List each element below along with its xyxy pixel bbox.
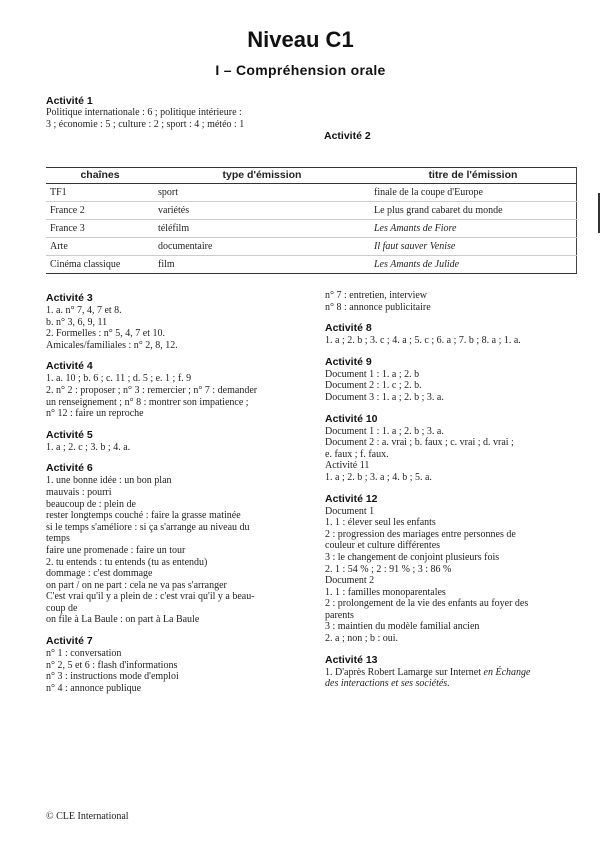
header-title: titre de l'émission: [370, 168, 577, 184]
title-cell: Le plus grand cabaret du monde: [370, 202, 577, 220]
answer-line: Document 1: [325, 505, 375, 517]
answer-line: 2 : progression des mariages entre personnes de: [325, 528, 516, 540]
answer-line: rester longtemps couché : faire la grasse matinée: [46, 510, 241, 522]
page-edge-mark: [598, 193, 600, 233]
answer-line: n° 12 : faire un reproche: [46, 408, 144, 420]
answer-line: [325, 667, 580, 679]
answer-line: e. faux ; f. faux.: [325, 448, 389, 460]
table-row: [46, 202, 577, 220]
answer-line: Document 2: [325, 575, 375, 587]
answer-line: si le temps s'améliore : si ça s'arrange au niveau du: [46, 521, 250, 533]
activity-heading: Activité 7: [46, 635, 93, 648]
answer-line: 1. 1 : élever seul les enfants: [325, 517, 436, 529]
answer-line: 1. une bonne idée : un bon plan: [46, 475, 172, 487]
activity-heading: Activité 12: [325, 492, 378, 505]
type-cell: téléfilm: [154, 220, 370, 238]
type-cell: sport: [154, 184, 370, 202]
answer-line: 1. a ; 2. c ; 3. b ; 4. a.: [46, 441, 131, 453]
table-header-row: [46, 168, 577, 184]
section-title: I – Compréhension orale: [215, 62, 386, 78]
answer-line: beaucoup de : plein de: [46, 498, 136, 510]
tv-programs-table: [46, 167, 577, 274]
answer-line: temps: [46, 533, 70, 545]
answer-line: on file à La Baule : on part à La Baule: [46, 614, 200, 626]
answer-line: 1. 1 : familles monoparentales: [325, 586, 446, 598]
activity-heading: Activité 8: [325, 322, 372, 335]
answer-line: 3 : maintien du modèle familial ancien: [325, 621, 480, 633]
answer-line: b. n° 3, 6, 9, 11: [46, 316, 108, 328]
right-top-line-1: n° 7 : entretien, interview: [325, 290, 428, 301]
channel-cell: France 3: [46, 220, 154, 238]
answer-line: Amicales/familiales : n° 2, 8, 12.: [46, 339, 178, 351]
answer-line: 2. a ; non ; b : oui.: [325, 633, 399, 645]
page-title: Niveau C1: [247, 27, 354, 52]
answer-line: Document 2 : 1. c ; 2. b.: [325, 380, 422, 392]
title-cell: Les Amants de Julide: [374, 259, 460, 270]
channel-cell: Cinéma classique: [50, 259, 121, 270]
answer-line: 1. a ; 2. b ; 3. c ; 4. a ; 5. c ; 6. a ; 7. b ; 8. a ; 1. a.: [325, 335, 521, 347]
answer-line: n° 3 : instructions mode d'emploi: [46, 671, 179, 683]
answer-line: 1. a ; 2. b ; 3. a ; 4. b ; 5. a.: [325, 471, 432, 483]
answer-line: Document 1 : 1. a ; 2. b: [325, 368, 420, 380]
table-row: [46, 238, 577, 256]
activity-heading: Activité 3: [46, 292, 93, 304]
activity-2-heading: Activité 2: [324, 130, 371, 142]
answer-line: Document 1 : 1. a ; 2. b ; 3. a.: [325, 425, 444, 437]
answer-line: dommage : c'est dommage: [46, 568, 153, 580]
right-column: [325, 290, 580, 690]
type-cell: variétés: [154, 202, 370, 220]
activity-heading: Activité 10: [325, 412, 378, 425]
activity-1-line-1: Politique internationale : 6 ; politique intérieure :: [46, 107, 242, 118]
answer-line: 2. tu entends : tu entends (tu as entendu): [46, 556, 208, 568]
answer-line: 2. n° 2 : proposer ; n° 3 : remercier ; n° 7 : demander: [46, 384, 258, 396]
answer-line: parents: [325, 609, 354, 621]
answer-line: 3 : le changement de conjoint plusieurs fois: [325, 551, 500, 563]
answer-line: n° 4 : annonce publique: [46, 682, 142, 694]
header-channel: chaînes: [46, 168, 154, 184]
left-column: [46, 292, 296, 694]
answer-line: un renseignement ; n° 8 : montrer son impatience ;: [46, 396, 249, 408]
answer-line: Activité 11: [325, 460, 370, 472]
activity-1-heading: Activité 1: [46, 95, 93, 107]
activity-heading: Activité 4: [46, 360, 93, 373]
activity-heading: Activité 9: [325, 355, 372, 368]
footer-copyright: © CLE International: [46, 811, 129, 822]
title-cell: finale de la coupe d'Europe: [370, 184, 577, 202]
answer-line: n° 2, 5 et 6 : flash d'informations: [46, 659, 178, 671]
answer-line: on part / on ne part : cela ne va pas s'arranger: [46, 579, 227, 591]
table-row: [46, 220, 577, 238]
activity-heading: Activité 6: [46, 462, 93, 475]
answer-line: Document 2 : a. vrai ; b. faux ; c. vrai ; d. vrai ;: [325, 437, 514, 449]
title-cell: Les Amants de Fiore: [370, 220, 577, 238]
answer-line: 1. a. 10 ; b. 6 ; c. 11 ; d. 5 ; e. 1 ; f. 9: [46, 373, 192, 385]
type-cell: film: [158, 259, 175, 270]
answer-line: couleur et culture différentes: [325, 540, 441, 552]
answer-line: 2. Formelles : n° 5, 4, 7 et 10.: [46, 328, 165, 340]
header-type: type d'émission: [154, 168, 370, 184]
answer-line: 1. a. n° 7, 4, 7 et 8.: [46, 305, 122, 316]
channel-cell: France 2: [46, 202, 154, 220]
answer-line: n° 1 : conversation: [46, 648, 122, 660]
table-row: [46, 184, 577, 202]
answer-line: Document 3 : 1. a ; 2. b ; 3. a.: [325, 391, 444, 403]
answer-line: coup de: [46, 602, 78, 614]
right-sections: [325, 322, 580, 690]
title-cell: Il faut sauver Venise: [370, 238, 577, 256]
answer-line: 2. 1 : 54 % ; 2 : 91 % ; 3 : 86 %: [325, 563, 452, 575]
activity-1-line-2: 3 ; économie : 5 ; culture : 2 ; sport : 4 ; météo : 1: [46, 118, 245, 130]
answer-line: C'est vrai qu'il y a plein de : c'est vrai qu'il y a beau-: [46, 591, 255, 603]
answer-line: mauvais : pourri: [46, 486, 112, 498]
channel-cell: Arte: [46, 238, 154, 256]
activity-heading: Activité 5: [46, 428, 93, 441]
answer-line: faire une promenade : faire un tour: [46, 544, 186, 556]
type-cell: documentaire: [154, 238, 370, 256]
activity-heading: Activité 13: [325, 653, 378, 666]
table-row: [46, 256, 577, 274]
answer-title-italic: en Échange: [483, 666, 531, 678]
channel-cell: TF1: [46, 184, 154, 202]
answer-line: 2 : prolongement de la vie des enfants au foyer des: [325, 598, 529, 610]
activity-1: [46, 95, 244, 130]
answer-text: 1. D'après Robert Lamarge sur Internet: [325, 666, 484, 678]
right-top-line-2: n° 8 : annonce publicitaire: [325, 301, 431, 313]
answer-title-italic: des interactions et ses sociétés.: [325, 678, 450, 690]
